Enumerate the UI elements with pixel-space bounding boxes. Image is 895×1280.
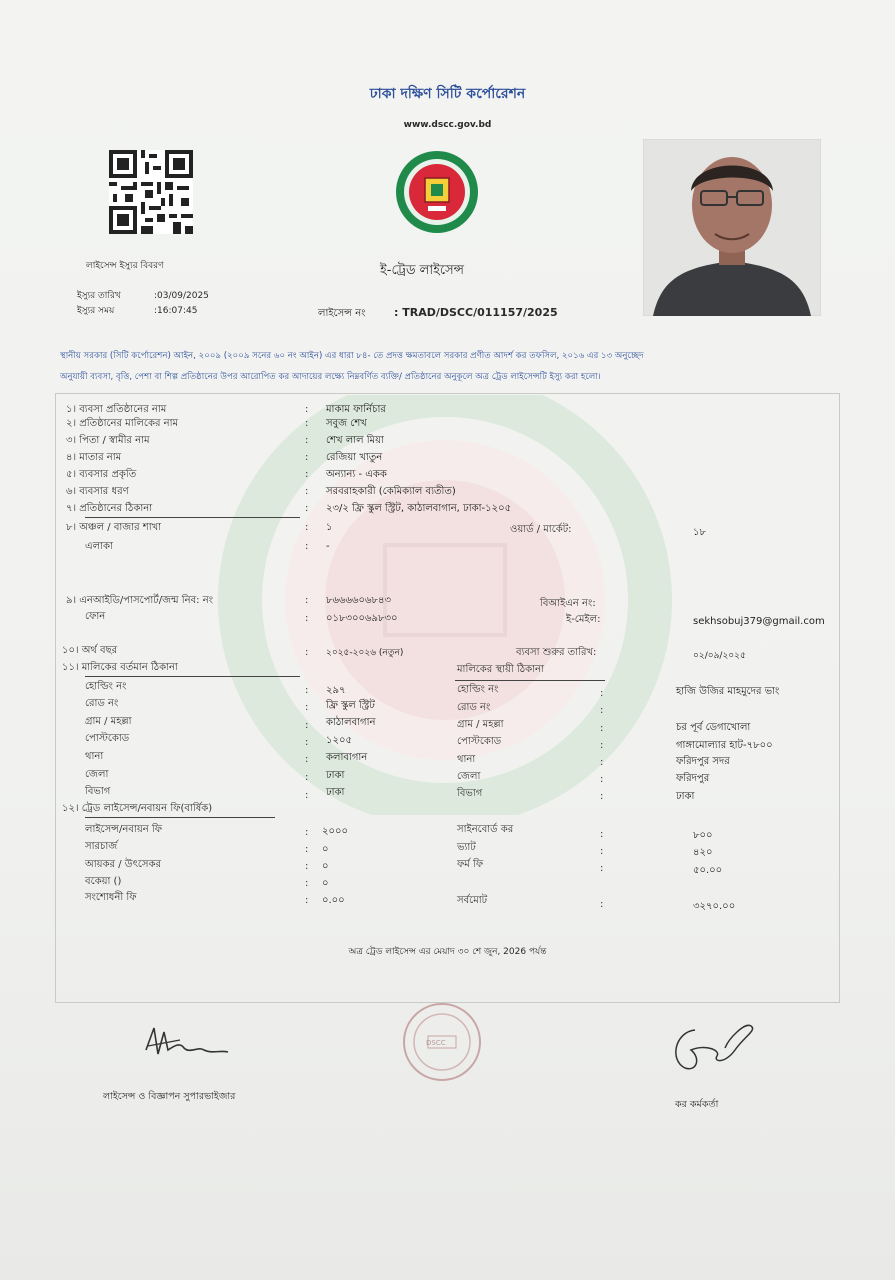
validity-note: অত্র ট্রেড লাইসেন্স এর মেয়াদ ৩০ শে জুন, 2026 পর্যন্ত: [348, 947, 547, 957]
left-signature: [140, 1020, 240, 1065]
colon: :: [305, 486, 309, 497]
colon: :: [305, 827, 309, 838]
row-father-name-value: শেখ লাল মিয়া: [326, 435, 384, 446]
issue-time-value: :16:07:45: [154, 306, 198, 316]
colon: :: [305, 435, 309, 446]
row-business-type-value: সরবরাহকারী (কেমিক্যাল ব্যতীত): [326, 486, 456, 497]
colon: :: [600, 791, 604, 802]
fiscal-label: ১০। অর্থ বছর: [62, 645, 118, 656]
ward-label: ওয়ার্ড / মার্কেট:: [510, 524, 572, 535]
left-signatory-title: লাইসেন্স ও বিজ্ঞাপন সুপারভাইজার: [103, 1091, 236, 1102]
colon: :: [305, 844, 309, 855]
area-value: ১: [326, 522, 333, 533]
colon: :: [600, 740, 604, 751]
owner-photo: [643, 139, 821, 316]
perm-thana-value: ফরিদপুর সদর: [676, 756, 730, 767]
signboard-tax-value: ৮০০: [693, 830, 713, 841]
phone-label: ফোন: [85, 611, 106, 622]
vat-value: ৪২০: [693, 847, 713, 858]
colon: :: [305, 737, 309, 748]
row-owner-name-label: ২। প্রতিষ্ঠানের মালিকের নাম: [66, 418, 179, 429]
colon: :: [305, 452, 309, 463]
colon: :: [600, 829, 604, 840]
colon: :: [600, 863, 604, 874]
village-label: গ্রাম / মহল্লা: [85, 716, 132, 727]
arrears-label: বকেয়া (): [85, 876, 122, 887]
colon: :: [305, 522, 309, 533]
form-fee-label: ফর্ম ফি: [457, 859, 484, 870]
colon: :: [305, 702, 309, 713]
fees-label: ১২। ট্রেড লাইসেন্স/নবায়ন ফি(বার্ষিক): [62, 803, 213, 814]
row-business-nature-value: অন্যান্য - একক: [326, 469, 387, 480]
colon: :: [305, 861, 309, 872]
correction-fee-value: ০.০০: [322, 895, 345, 906]
nid-label: ৯। এনআইডি/পাসপোর্ট/জন্ম নিব: নং: [66, 595, 214, 606]
perm-holding-label: হোল্ডিং নং: [457, 684, 499, 695]
start-date-label: ব্যবসা শুরুর তারিখ:: [516, 647, 597, 658]
colon: :: [305, 754, 309, 765]
colon: :: [305, 613, 309, 624]
total-value: ৩২৭০.০০: [693, 901, 736, 912]
right-signatory-title: কর কর্মকর্তা: [675, 1099, 719, 1110]
perm-postcode-value: গাঙ্গামোল্যার হাট-৭৮০০: [676, 740, 773, 751]
colon: :: [305, 647, 309, 658]
holding-label: হোল্ডিং নং: [85, 681, 127, 692]
perm-village-value: চর পূর্ব ডেগাখোলা: [676, 722, 751, 733]
colon: :: [305, 772, 309, 783]
postcode-value: ১২০৫: [326, 735, 352, 746]
area-name-label: এলাকা: [85, 541, 113, 552]
license-fee-label: লাইসেন্স/নবায়ন ফি: [85, 824, 163, 835]
road-value: ফ্রি স্কুল স্ট্রিট: [326, 700, 375, 711]
row-business-address-value: ২৩/২ ফ্রি স্কুল স্ট্রিট, কাঠালবাগান, ঢাকা-১২০৫: [326, 503, 512, 514]
perm-division-value: ঢাকা: [676, 791, 695, 802]
total-label: সর্বমোট: [457, 895, 488, 906]
doc-title: ই-ট্রেড লাইসেন্স: [380, 263, 464, 278]
row-business-name-value: মাকাম ফার্নিচার: [326, 404, 386, 415]
colon: :: [305, 595, 309, 606]
dscc-logo-icon: [392, 148, 482, 236]
bin-label: বিআইএন নং:: [540, 598, 596, 609]
issue-time-label: ইস্যুর সময়: [77, 306, 115, 316]
present-address-label: ১১। মালিকের বর্তমান ঠিকানা: [62, 662, 178, 673]
colon: :: [600, 774, 604, 785]
colon: :: [305, 895, 309, 906]
right-signature: [665, 1020, 760, 1075]
perm-village-label: গ্রাম / মহল্লা: [457, 719, 504, 730]
colon: :: [600, 723, 604, 734]
thana-label: থানা: [85, 751, 104, 762]
row-mother-name-label: ৪। মাতার নাম: [66, 452, 122, 463]
row-owner-name-value: সবুজ শেখ: [326, 418, 367, 429]
perm-division-label: বিভাগ: [457, 788, 483, 799]
colon: :: [305, 404, 309, 415]
nid-value: ৮৬৬৬৬০৬৮৪৩: [326, 595, 391, 606]
email-value[interactable]: sekhsobuj379@gmail.com: [693, 616, 825, 627]
row-business-type-label: ৬। ব্যবসার ধরণ: [66, 486, 129, 497]
divider: [85, 676, 300, 677]
row-business-nature-label: ৫। ব্যবসার প্রকৃতি: [66, 469, 137, 480]
qr-code: [106, 150, 196, 234]
start-date-value: ০২/০৯/২০২৫: [693, 651, 746, 661]
perm-district-label: জেলা: [457, 771, 481, 782]
colon: :: [600, 899, 604, 910]
perm-postcode-label: পোস্টকোড: [457, 736, 502, 747]
email-label: ই-মেইল:: [566, 614, 601, 625]
seal-text: DSCC: [426, 1039, 446, 1047]
colon: :: [305, 541, 309, 552]
issue-date-value: :03/09/2025: [154, 291, 209, 301]
colon: :: [305, 878, 309, 889]
row-mother-name-value: রেজিয়া খাতুন: [326, 452, 383, 463]
org-name: ঢাকা দক্ষিণ সিটি কর্পোরেশন: [369, 86, 526, 102]
colon: :: [305, 685, 309, 696]
holding-value: ২৯৭: [326, 685, 346, 696]
colon: :: [305, 790, 309, 801]
signboard-tax-label: সাইনবোর্ড কর: [457, 824, 514, 835]
income-tax-label: আয়কর / উৎসেকর: [85, 859, 162, 870]
row-father-name-label: ৩। পিতা / স্বামীর নাম: [66, 435, 150, 446]
village-value: কাঠালবাগান: [326, 717, 376, 728]
income-tax-value: ০: [322, 861, 329, 872]
colon: :: [600, 688, 604, 699]
row-business-name-label: ১। ব্যবসা প্রতিষ্ঠানের নাম: [66, 404, 167, 415]
district-label: জেলা: [85, 769, 109, 780]
perm-district-value: ফরিদপুর: [676, 773, 710, 784]
website-link[interactable]: www.dscc.gov.bd: [403, 120, 492, 130]
issue-date-label: ইস্যুর তারিখ: [77, 291, 121, 301]
perm-holding-value: হাজি উজির মাহমুদের ভাং: [676, 686, 780, 697]
divider: [85, 817, 275, 818]
road-label: রোড নং: [85, 698, 119, 709]
correction-fee-label: সংশোধনী ফি: [85, 892, 137, 903]
fiscal-value: ২০২৫-২০২৬ (নতুন): [326, 648, 404, 658]
postcode-label: পোস্টকোড: [85, 733, 130, 744]
form-fee-value: ৫০.০০: [693, 865, 723, 876]
arrears-value: ০: [322, 878, 329, 889]
surcharge-label: সারচার্জ: [85, 841, 118, 852]
area-name-value: -: [326, 541, 330, 552]
divider: [85, 517, 300, 518]
issue-details-title: লাইসেন্স ইস্যুর বিবরণ: [86, 261, 164, 271]
license-fee-value: ২০০০: [322, 826, 349, 837]
ward-value: ১৮: [693, 527, 706, 538]
license-no-label: লাইসেন্স নং: [318, 308, 366, 319]
thana-value: কলাবাগান: [326, 752, 368, 763]
division-value: ঢাকা: [326, 787, 345, 798]
colon: :: [600, 757, 604, 768]
colon: :: [305, 720, 309, 731]
perm-road-label: রোড নং: [457, 702, 491, 713]
colon: :: [305, 418, 309, 429]
area-label: ৮। অঞ্চল / বাজার শাখা: [66, 522, 162, 533]
colon: :: [600, 846, 604, 857]
vat-label: ভ্যাট: [457, 842, 476, 853]
license-no-value: : TRAD/DSCC/011157/2025: [394, 306, 558, 319]
divider: [455, 680, 605, 681]
colon: :: [305, 469, 309, 480]
colon: :: [600, 705, 604, 716]
colon: :: [305, 503, 309, 514]
division-label: বিভাগ: [85, 786, 111, 797]
surcharge-value: ০: [322, 844, 329, 855]
row-business-address-label: ৭। প্রতিষ্ঠানের ঠিকানা: [66, 503, 153, 514]
district-value: ঢাকা: [326, 770, 345, 781]
intro-line-2: অনুযায়ী ব্যবসা, বৃত্তি, পেশা বা শিল্প প্রতিষ্ঠানের উপর আরোপিত কর আদায়ের লক্ষ্যে নিম্নবর্ণিত ব্যক্তি/ প্রতিষ্ঠানের অনুকূলে অত্র ট্রেড লাইসেন্সটি ইস্যু করা হলো।: [60, 372, 601, 382]
phone-value: ০১৮৩০০৬৯৮৩০: [326, 613, 398, 624]
perm-thana-label: থানা: [457, 754, 476, 765]
permanent-address-title: মালিকের স্থায়ী ঠিকানা: [457, 664, 544, 675]
intro-line-1: স্থানীয় সরকার (সিটি কর্পোরেশন) আইন, ২০০৯ (২০০৯ সনের ৬০ নং আইন) এর ধারা ৮৪- তে প্রদত্ত ক্ষমতাবলে সরকার প্রণীত আদর্শ কর তফসিল, ২০১৬ এর ১৩ অনুচ্ছেদ: [60, 351, 644, 361]
